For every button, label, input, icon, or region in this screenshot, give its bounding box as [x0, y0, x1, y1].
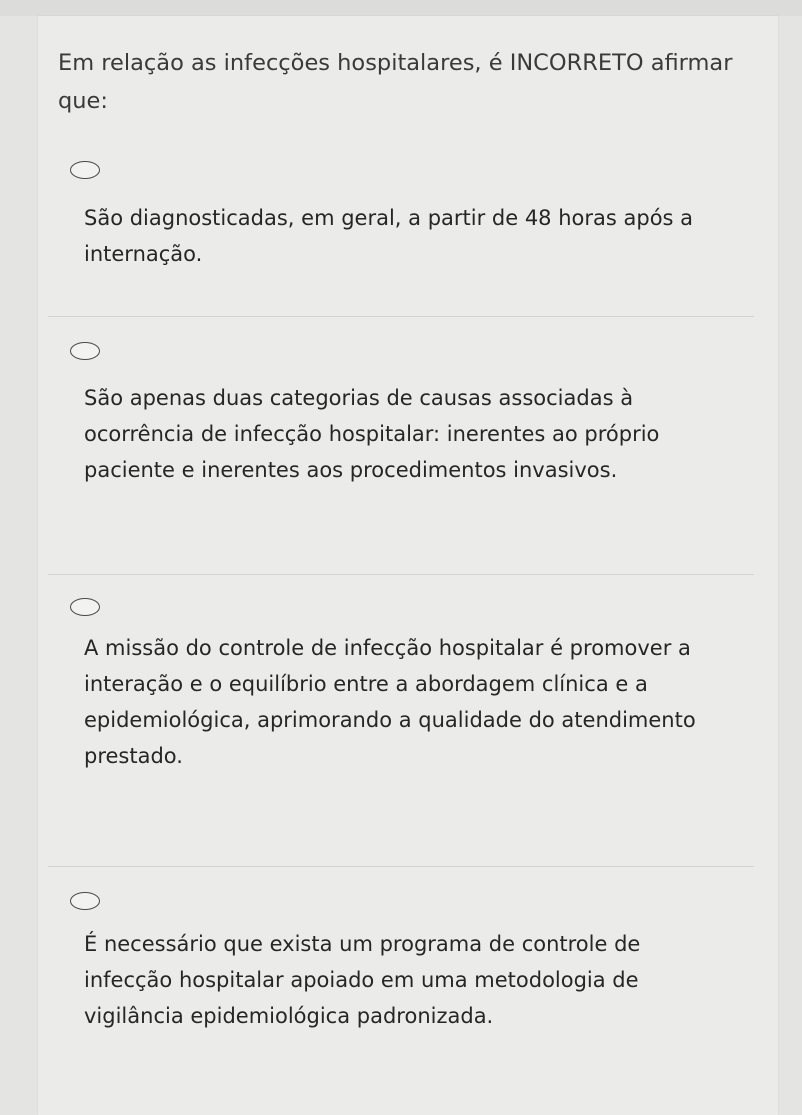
answer-option-3[interactable] [48, 590, 754, 860]
radio-unchecked-icon[interactable] [70, 598, 100, 616]
answer-option-4-text: É necessário que exista um programa de controle de infecção hospitalar apoiado em uma metodologia de vigilância epidemiológica padronizada. [84, 932, 641, 1028]
option-divider-3 [48, 866, 754, 867]
answer-option-1-text: São diagnosticadas, em geral, a partir de 48 horas após a internação. [84, 206, 694, 266]
answer-option-1[interactable] [48, 150, 754, 310]
radio-unchecked-icon[interactable] [70, 342, 100, 360]
question-text: Em relação as infecções hospitalares, é INCORRETO afirmar que: [58, 50, 733, 114]
answer-option-2[interactable] [48, 330, 754, 570]
option-divider-1 [48, 316, 754, 317]
top-strip [0, 0, 802, 16]
option-divider-2 [48, 574, 754, 575]
answer-option-4[interactable] [48, 880, 754, 1100]
radio-unchecked-icon[interactable] [70, 161, 100, 179]
answer-option-3-text: A missão do controle de infecção hospitalar é promover a interação e o equilíbrio entre a abordagem clínica e a epidemiológica, aprimorando a qualidade do atendimento prestado. [84, 636, 696, 768]
radio-unchecked-icon[interactable] [70, 892, 100, 910]
answer-option-2-text: São apenas duas categorias de causas associadas à ocorrência de infecção hospitalar: inerentes ao próprio paciente e inerentes aos procedimentos invasivos. [84, 386, 660, 482]
